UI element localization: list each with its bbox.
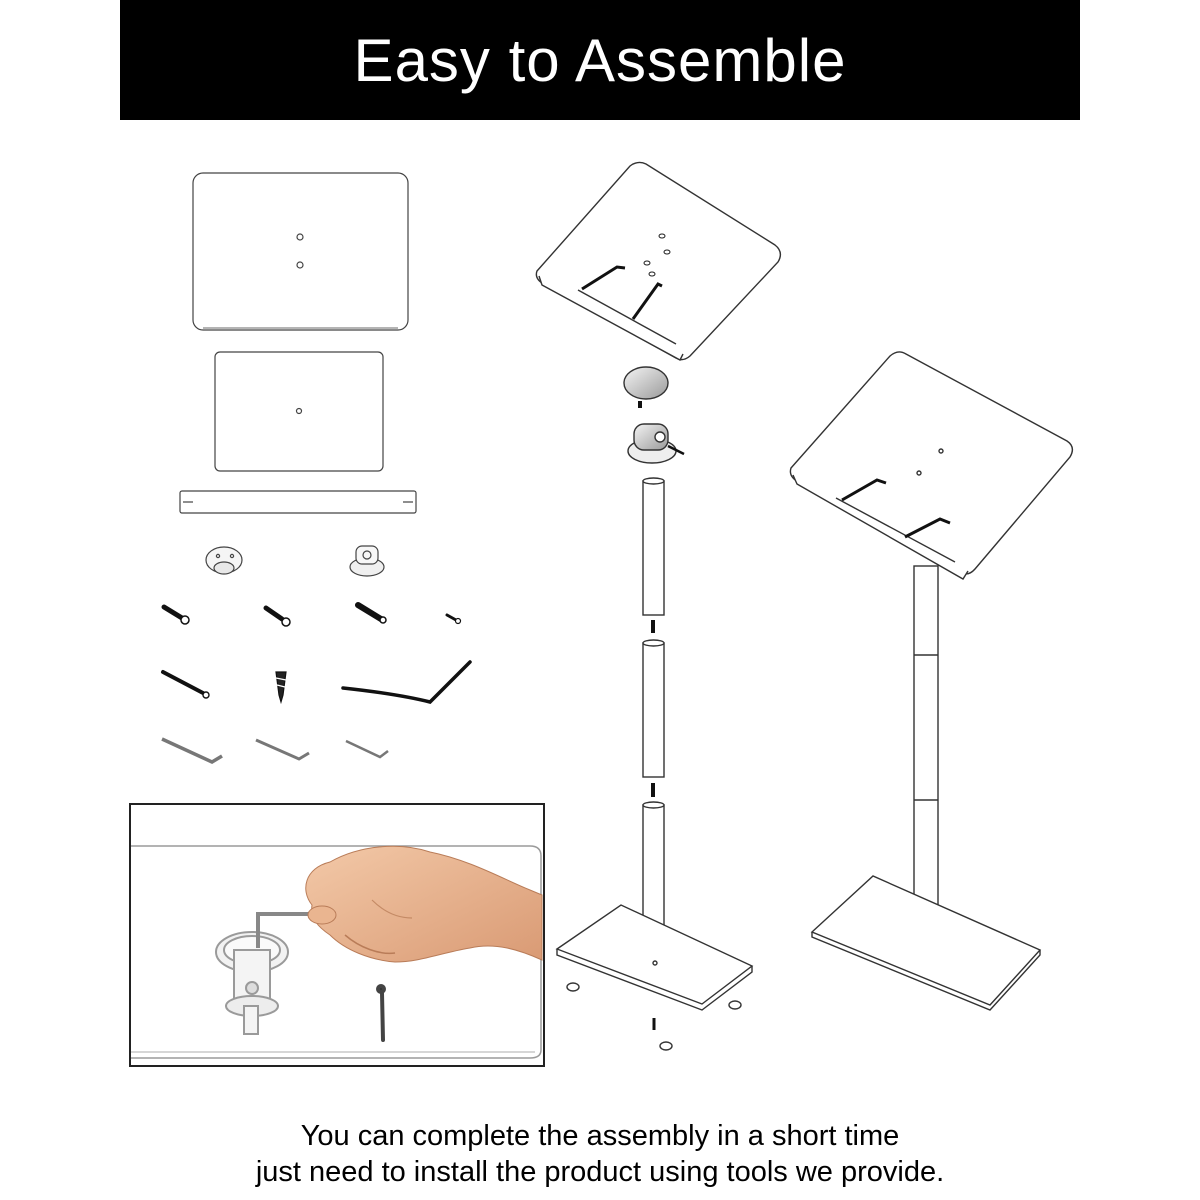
- hex-key-icon: [162, 739, 222, 762]
- assembled-stand: [790, 352, 1072, 1010]
- stand-top-board: [536, 162, 780, 360]
- assembled-board: [790, 352, 1072, 579]
- hand-photo-inset: [130, 804, 544, 1066]
- wire-holder-icon: [343, 662, 470, 702]
- exploded-stand: [536, 162, 780, 1050]
- bolt-icon: [266, 608, 290, 626]
- caption-line-1: You can complete the assembly in a short time: [300, 1120, 900, 1152]
- bolt-icon: [164, 607, 189, 624]
- parts-layout: [162, 173, 470, 762]
- stand-base-plate: [557, 905, 752, 1010]
- small-screw-icon: [447, 615, 461, 624]
- wood-screw-icon: [276, 672, 286, 702]
- stand-round-connector: [624, 367, 668, 408]
- round-connector-part: [206, 547, 242, 574]
- caption-line-2: just need to install the product using tools we provide.: [255, 1156, 945, 1188]
- hinge-connector-part: [350, 546, 384, 576]
- banner-title: Easy to Assemble: [353, 26, 847, 94]
- long-rod-icon: [163, 672, 209, 698]
- middle-panel-part: [215, 352, 383, 471]
- top-board-part: [193, 173, 408, 330]
- stand-tube-top: [643, 478, 664, 615]
- ledge-bar-part: [180, 491, 416, 513]
- hex-key-icon: [346, 741, 388, 757]
- threaded-rod-icon: [358, 605, 386, 623]
- stand-tube-middle: [643, 640, 664, 777]
- caption: [0, 1118, 1200, 1190]
- stand-hinge-connector: [628, 424, 684, 463]
- assembled-pole: [914, 566, 938, 946]
- stand-tube-bottom: [643, 802, 664, 935]
- hex-key-icon: [256, 740, 309, 759]
